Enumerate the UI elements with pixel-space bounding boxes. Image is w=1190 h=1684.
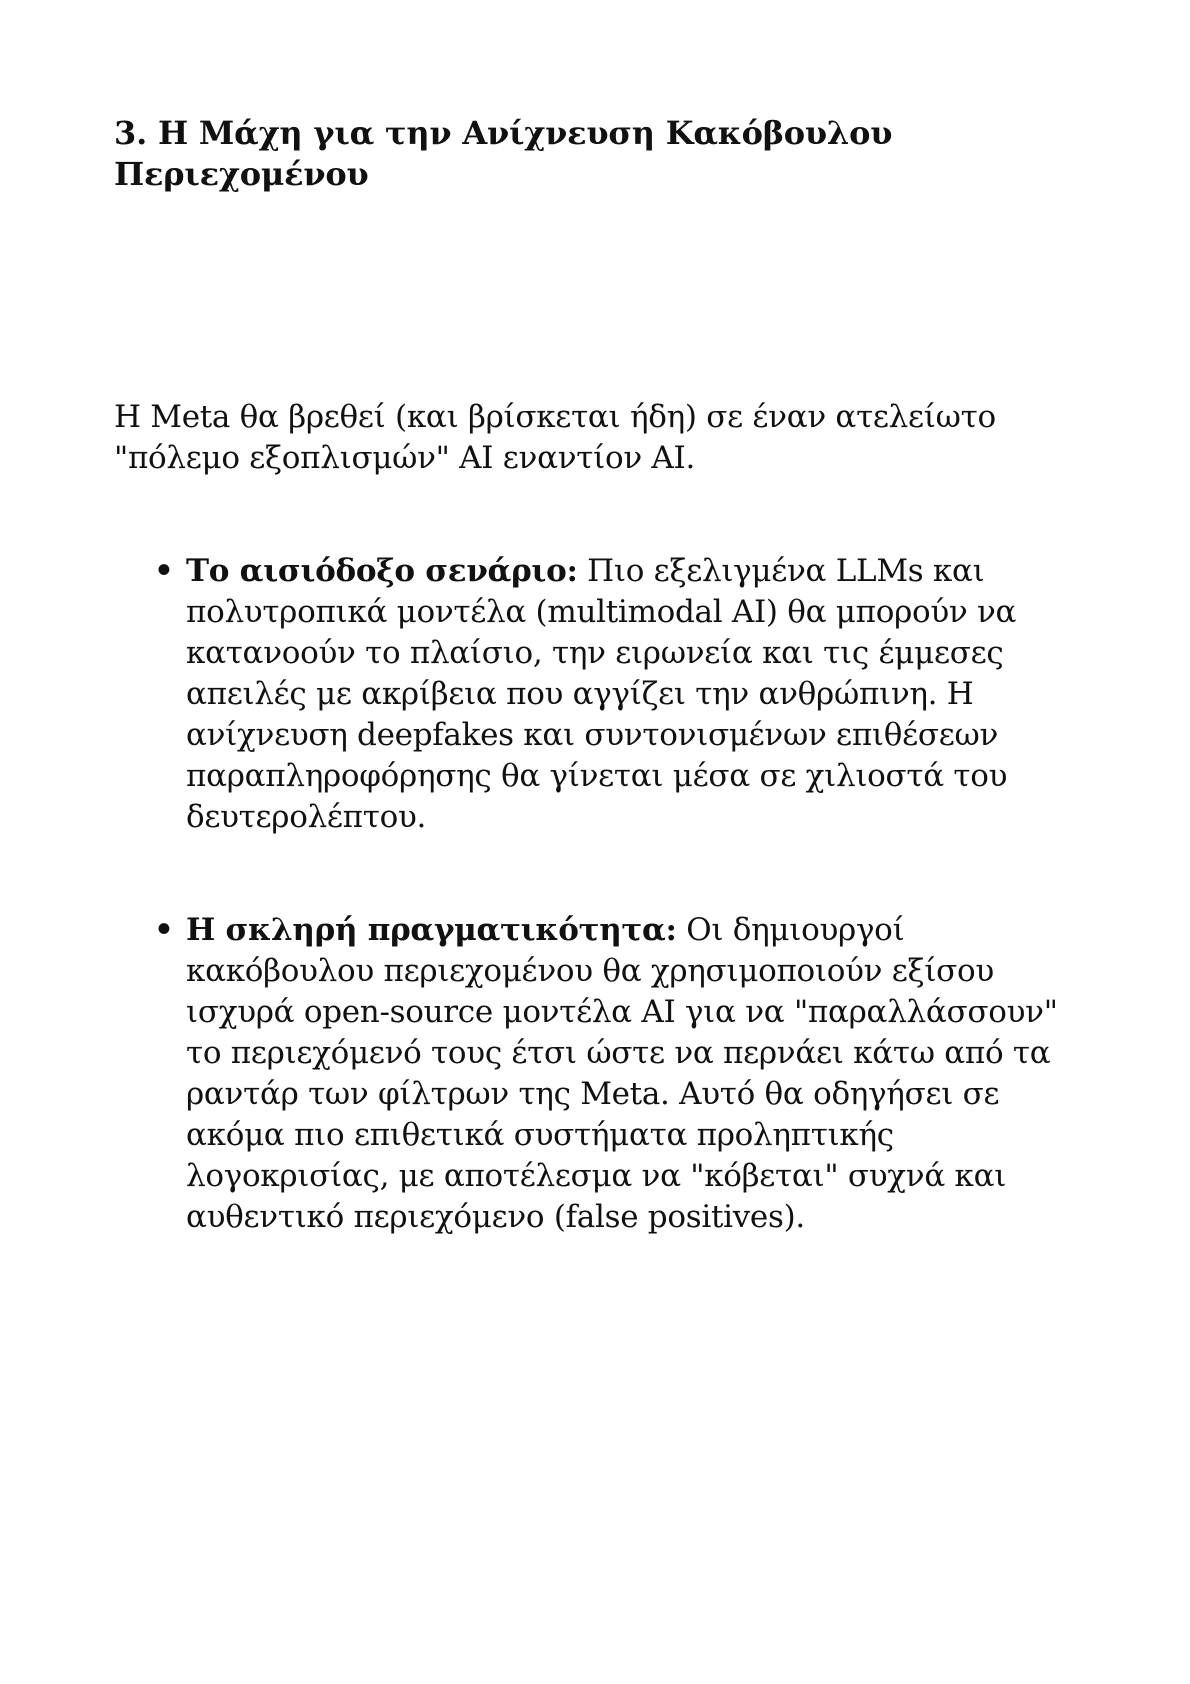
- bullet-item-reality: [150, 910, 1080, 1238]
- bullet-marker: •: [154, 553, 174, 589]
- section-title: 3. Η Μάχη για την Ανίχνευση Κακόβουλου Περιεχομένου: [114, 114, 893, 193]
- bullet-text: Πιο εξελιγμένα LLMs και πολυτροπικά μοντέλα (multimodal AI) θα μπορούν να κατανοούν το πλαίσιο, την ειρωνεία και τις έμμεσες απειλές με ακρίβεια που αγγίζει την ανθρώπινη. Η ανίχνευση deepfakes και συντονισμένων επιθέσεων παραπληροφόρησης θα γίνεται μέσα σε χιλιοστά του δευτερολέπτου.: [186, 553, 1017, 835]
- bullet-label: Το αισιόδοξο σενάριο:: [186, 553, 578, 589]
- bullet-list-reality: [150, 910, 1080, 1238]
- bullet-text: Οι δημιουργοί κακόβουλου περιεχομένου θα χρησιμοποιούν εξίσου ισχυρά open-source μοντέλα AI για να "παραλλάσσουν" το περιεχόμενό τους έτσι ώστε να περνάει κάτω από τα ραντάρ των φίλτρων της Meta. Αυτό θα οδηγήσει σε ακόμα πιο επιθετικά συστήματα προληπτικής λογοκρισίας, με αποτέλεσμα να "κόβεται" συχνά και αυθεντικό περιεχόμενο (false positives).: [186, 912, 1058, 1235]
- intro-paragraph: Η Meta θα βρεθεί (και βρίσκεται ήδη) σε έναν ατελείωτο "πόλεμο εξοπλισμών" AI εναντίον AI.: [114, 399, 996, 476]
- bullet-marker: •: [154, 912, 174, 948]
- bullet-list-optimistic: [150, 551, 1080, 838]
- bullet-label: Η σκληρή πραγματικότητα:: [186, 912, 677, 948]
- bullet-item-optimistic: [150, 551, 1080, 838]
